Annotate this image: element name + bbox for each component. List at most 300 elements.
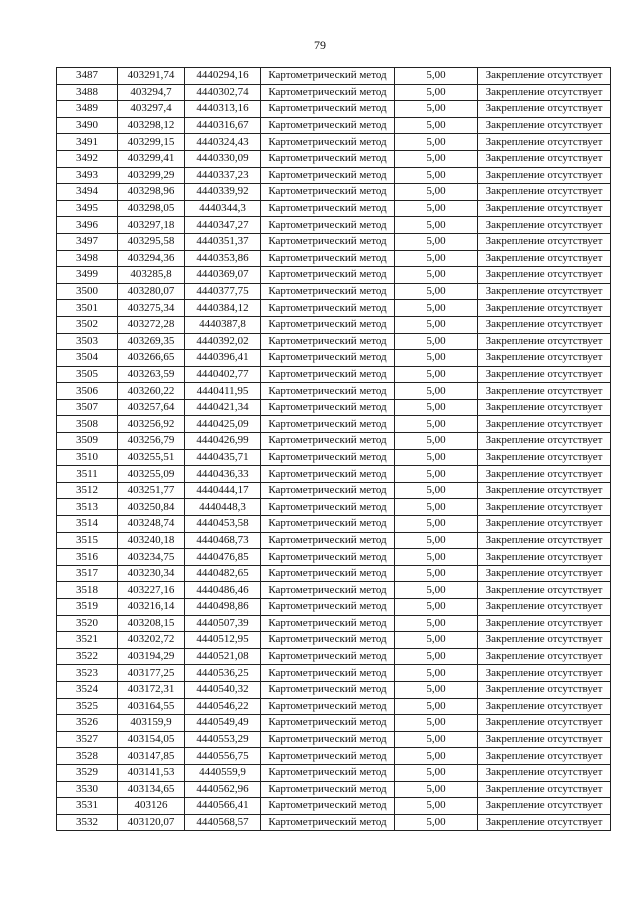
fixing-description-cell: Закрепление отсутствует [478, 516, 611, 533]
y-coordinate-cell: 4440411,95 [185, 383, 261, 400]
determination-method-cell: Картометрический метод [261, 350, 395, 367]
table-row [57, 731, 611, 748]
x-coordinate-cell: 403194,29 [118, 648, 185, 665]
table-row [57, 632, 611, 649]
point-number-cell: 3515 [57, 532, 118, 549]
fixing-description-cell: Закрепление отсутствует [478, 416, 611, 433]
table-row [57, 698, 611, 715]
x-coordinate-cell: 403159,9 [118, 715, 185, 732]
point-number-cell: 3499 [57, 267, 118, 284]
y-coordinate-cell: 4440426,99 [185, 433, 261, 450]
y-coordinate-cell: 4440507,39 [185, 615, 261, 632]
table-row [57, 101, 611, 118]
y-coordinate-cell: 4440553,29 [185, 731, 261, 748]
fixing-description-cell: Закрепление отсутствует [478, 150, 611, 167]
x-coordinate-cell: 403294,36 [118, 250, 185, 267]
y-coordinate-cell: 4440402,77 [185, 366, 261, 383]
coordinates-table-body [57, 68, 611, 831]
y-coordinate-cell: 4440324,43 [185, 134, 261, 151]
point-number-cell: 3530 [57, 781, 118, 798]
table-row [57, 648, 611, 665]
accuracy-value-cell: 5,00 [395, 200, 478, 217]
y-coordinate-cell: 4440313,16 [185, 101, 261, 118]
y-coordinate-cell: 4440421,34 [185, 399, 261, 416]
determination-method-cell: Картометрический метод [261, 366, 395, 383]
y-coordinate-cell: 4440435,71 [185, 449, 261, 466]
accuracy-value-cell: 5,00 [395, 516, 478, 533]
y-coordinate-cell: 4440425,09 [185, 416, 261, 433]
point-number-cell: 3495 [57, 200, 118, 217]
accuracy-value-cell: 5,00 [395, 499, 478, 516]
table-row [57, 781, 611, 798]
determination-method-cell: Картометрический метод [261, 333, 395, 350]
fixing-description-cell: Закрепление отсутствует [478, 101, 611, 118]
accuracy-value-cell: 5,00 [395, 300, 478, 317]
y-coordinate-cell: 4440546,22 [185, 698, 261, 715]
y-coordinate-cell: 4440549,49 [185, 715, 261, 732]
accuracy-value-cell: 5,00 [395, 117, 478, 134]
accuracy-value-cell: 5,00 [395, 648, 478, 665]
x-coordinate-cell: 403297,18 [118, 217, 185, 234]
point-number-cell: 3488 [57, 84, 118, 101]
table-row [57, 665, 611, 682]
y-coordinate-cell: 4440387,8 [185, 316, 261, 333]
point-number-cell: 3503 [57, 333, 118, 350]
fixing-description-cell: Закрепление отсутствует [478, 167, 611, 184]
x-coordinate-cell: 403208,15 [118, 615, 185, 632]
fixing-description-cell: Закрепление отсутствует [478, 681, 611, 698]
fixing-description-cell: Закрепление отсутствует [478, 798, 611, 815]
fixing-description-cell: Закрепление отсутствует [478, 599, 611, 616]
accuracy-value-cell: 5,00 [395, 383, 478, 400]
fixing-description-cell: Закрепление отсутствует [478, 433, 611, 450]
point-number-cell: 3525 [57, 698, 118, 715]
determination-method-cell: Картометрический метод [261, 565, 395, 582]
y-coordinate-cell: 4440353,86 [185, 250, 261, 267]
accuracy-value-cell: 5,00 [395, 233, 478, 250]
accuracy-value-cell: 5,00 [395, 101, 478, 118]
y-coordinate-cell: 4440330,09 [185, 150, 261, 167]
point-number-cell: 3508 [57, 416, 118, 433]
fixing-description-cell: Закрепление отсутствует [478, 316, 611, 333]
determination-method-cell: Картометрический метод [261, 681, 395, 698]
coordinates-table [56, 67, 611, 831]
fixing-description-cell: Закрепление отсутствует [478, 84, 611, 101]
table-row [57, 466, 611, 483]
table-row [57, 615, 611, 632]
determination-method-cell: Картометрический метод [261, 217, 395, 234]
fixing-description-cell: Закрепление отсутствует [478, 665, 611, 682]
determination-method-cell: Картометрический метод [261, 798, 395, 815]
determination-method-cell: Картометрический метод [261, 499, 395, 516]
x-coordinate-cell: 403172,31 [118, 681, 185, 698]
x-coordinate-cell: 403272,28 [118, 316, 185, 333]
x-coordinate-cell: 403230,34 [118, 565, 185, 582]
y-coordinate-cell: 4440396,41 [185, 350, 261, 367]
point-number-cell: 3521 [57, 632, 118, 649]
x-coordinate-cell: 403295,58 [118, 233, 185, 250]
determination-method-cell: Картометрический метод [261, 532, 395, 549]
y-coordinate-cell: 4440392,02 [185, 333, 261, 350]
point-number-cell: 3496 [57, 217, 118, 234]
determination-method-cell: Картометрический метод [261, 764, 395, 781]
y-coordinate-cell: 4440377,75 [185, 283, 261, 300]
point-number-cell: 3509 [57, 433, 118, 450]
determination-method-cell: Картометрический метод [261, 150, 395, 167]
accuracy-value-cell: 5,00 [395, 565, 478, 582]
accuracy-value-cell: 5,00 [395, 217, 478, 234]
x-coordinate-cell: 403275,34 [118, 300, 185, 317]
fixing-description-cell: Закрепление отсутствует [478, 449, 611, 466]
determination-method-cell: Картометрический метод [261, 300, 395, 317]
x-coordinate-cell: 403256,79 [118, 433, 185, 450]
table-row [57, 333, 611, 350]
x-coordinate-cell: 403266,65 [118, 350, 185, 367]
accuracy-value-cell: 5,00 [395, 267, 478, 284]
accuracy-value-cell: 5,00 [395, 68, 478, 85]
table-row [57, 516, 611, 533]
fixing-description-cell: Закрепление отсутствует [478, 532, 611, 549]
point-number-cell: 3511 [57, 466, 118, 483]
point-number-cell: 3497 [57, 233, 118, 250]
x-coordinate-cell: 403298,12 [118, 117, 185, 134]
x-coordinate-cell: 403269,35 [118, 333, 185, 350]
table-row [57, 582, 611, 599]
point-number-cell: 3504 [57, 350, 118, 367]
determination-method-cell: Картометрический метод [261, 283, 395, 300]
table-row [57, 549, 611, 566]
determination-method-cell: Картометрический метод [261, 117, 395, 134]
determination-method-cell: Картометрический метод [261, 233, 395, 250]
point-number-cell: 3531 [57, 798, 118, 815]
x-coordinate-cell: 403255,09 [118, 466, 185, 483]
point-number-cell: 3494 [57, 184, 118, 201]
fixing-description-cell: Закрепление отсутствует [478, 117, 611, 134]
y-coordinate-cell: 4440540,32 [185, 681, 261, 698]
fixing-description-cell: Закрепление отсутствует [478, 781, 611, 798]
point-number-cell: 3532 [57, 814, 118, 831]
fixing-description-cell: Закрепление отсутствует [478, 267, 611, 284]
determination-method-cell: Картометрический метод [261, 68, 395, 85]
point-number-cell: 3505 [57, 366, 118, 383]
y-coordinate-cell: 4440294,16 [185, 68, 261, 85]
table-row [57, 366, 611, 383]
determination-method-cell: Картометрический метод [261, 748, 395, 765]
table-row [57, 300, 611, 317]
x-coordinate-cell: 403141,53 [118, 764, 185, 781]
x-coordinate-cell: 403298,05 [118, 200, 185, 217]
y-coordinate-cell: 4440562,96 [185, 781, 261, 798]
accuracy-value-cell: 5,00 [395, 449, 478, 466]
point-number-cell: 3528 [57, 748, 118, 765]
x-coordinate-cell: 403240,18 [118, 532, 185, 549]
fixing-description-cell: Закрепление отсутствует [478, 283, 611, 300]
x-coordinate-cell: 403216,14 [118, 599, 185, 616]
table-row [57, 764, 611, 781]
table-row [57, 449, 611, 466]
fixing-description-cell: Закрепление отсутствует [478, 715, 611, 732]
fixing-description-cell: Закрепление отсутствует [478, 250, 611, 267]
accuracy-value-cell: 5,00 [395, 350, 478, 367]
determination-method-cell: Картометрический метод [261, 167, 395, 184]
determination-method-cell: Картометрический метод [261, 267, 395, 284]
table-row [57, 217, 611, 234]
point-number-cell: 3523 [57, 665, 118, 682]
accuracy-value-cell: 5,00 [395, 615, 478, 632]
accuracy-value-cell: 5,00 [395, 731, 478, 748]
table-row [57, 350, 611, 367]
fixing-description-cell: Закрепление отсутствует [478, 333, 611, 350]
fixing-description-cell: Закрепление отсутствует [478, 814, 611, 831]
table-row [57, 715, 611, 732]
accuracy-value-cell: 5,00 [395, 698, 478, 715]
y-coordinate-cell: 4440559,9 [185, 764, 261, 781]
point-number-cell: 3502 [57, 316, 118, 333]
fixing-description-cell: Закрепление отсутствует [478, 233, 611, 250]
x-coordinate-cell: 403134,65 [118, 781, 185, 798]
point-number-cell: 3498 [57, 250, 118, 267]
accuracy-value-cell: 5,00 [395, 366, 478, 383]
point-number-cell: 3518 [57, 582, 118, 599]
point-number-cell: 3519 [57, 599, 118, 616]
table-row [57, 499, 611, 516]
x-coordinate-cell: 403126 [118, 798, 185, 815]
table-row [57, 798, 611, 815]
x-coordinate-cell: 403299,15 [118, 134, 185, 151]
x-coordinate-cell: 403291,74 [118, 68, 185, 85]
accuracy-value-cell: 5,00 [395, 416, 478, 433]
fixing-description-cell: Закрепление отсутствует [478, 300, 611, 317]
accuracy-value-cell: 5,00 [395, 482, 478, 499]
y-coordinate-cell: 4440337,23 [185, 167, 261, 184]
accuracy-value-cell: 5,00 [395, 781, 478, 798]
x-coordinate-cell: 403248,74 [118, 516, 185, 533]
x-coordinate-cell: 403257,64 [118, 399, 185, 416]
accuracy-value-cell: 5,00 [395, 582, 478, 599]
accuracy-value-cell: 5,00 [395, 549, 478, 566]
determination-method-cell: Картометрический метод [261, 698, 395, 715]
accuracy-value-cell: 5,00 [395, 599, 478, 616]
y-coordinate-cell: 4440498,86 [185, 599, 261, 616]
determination-method-cell: Картометрический метод [261, 466, 395, 483]
y-coordinate-cell: 4440351,37 [185, 233, 261, 250]
fixing-description-cell: Закрепление отсутствует [478, 632, 611, 649]
fixing-description-cell: Закрепление отсутствует [478, 399, 611, 416]
point-number-cell: 3513 [57, 499, 118, 516]
point-number-cell: 3522 [57, 648, 118, 665]
point-number-cell: 3514 [57, 516, 118, 533]
determination-method-cell: Картометрический метод [261, 101, 395, 118]
accuracy-value-cell: 5,00 [395, 283, 478, 300]
point-number-cell: 3517 [57, 565, 118, 582]
determination-method-cell: Картометрический метод [261, 84, 395, 101]
accuracy-value-cell: 5,00 [395, 715, 478, 732]
fixing-description-cell: Закрепление отсутствует [478, 350, 611, 367]
table-row [57, 250, 611, 267]
point-number-cell: 3527 [57, 731, 118, 748]
table-row [57, 814, 611, 831]
determination-method-cell: Картометрический метод [261, 814, 395, 831]
determination-method-cell: Картометрический метод [261, 648, 395, 665]
accuracy-value-cell: 5,00 [395, 814, 478, 831]
determination-method-cell: Картометрический метод [261, 383, 395, 400]
accuracy-value-cell: 5,00 [395, 466, 478, 483]
y-coordinate-cell: 4440339,92 [185, 184, 261, 201]
x-coordinate-cell: 403299,29 [118, 167, 185, 184]
table-row [57, 134, 611, 151]
fixing-description-cell: Закрепление отсутствует [478, 466, 611, 483]
accuracy-value-cell: 5,00 [395, 399, 478, 416]
table-row [57, 150, 611, 167]
determination-method-cell: Картометрический метод [261, 615, 395, 632]
y-coordinate-cell: 4440453,58 [185, 516, 261, 533]
point-number-cell: 3512 [57, 482, 118, 499]
x-coordinate-cell: 403260,22 [118, 383, 185, 400]
y-coordinate-cell: 4440468,73 [185, 532, 261, 549]
fixing-description-cell: Закрепление отсутствует [478, 184, 611, 201]
table-row [57, 383, 611, 400]
x-coordinate-cell: 403299,41 [118, 150, 185, 167]
accuracy-value-cell: 5,00 [395, 532, 478, 549]
accuracy-value-cell: 5,00 [395, 764, 478, 781]
accuracy-value-cell: 5,00 [395, 250, 478, 267]
fixing-description-cell: Закрепление отсутствует [478, 482, 611, 499]
fixing-description-cell: Закрепление отсутствует [478, 748, 611, 765]
table-row [57, 565, 611, 582]
y-coordinate-cell: 4440512,95 [185, 632, 261, 649]
y-coordinate-cell: 4440344,3 [185, 200, 261, 217]
fixing-description-cell: Закрепление отсутствует [478, 68, 611, 85]
accuracy-value-cell: 5,00 [395, 748, 478, 765]
point-number-cell: 3510 [57, 449, 118, 466]
x-coordinate-cell: 403177,25 [118, 665, 185, 682]
point-number-cell: 3493 [57, 167, 118, 184]
page-number: 79 [314, 38, 326, 52]
point-number-cell: 3487 [57, 68, 118, 85]
determination-method-cell: Картометрический метод [261, 715, 395, 732]
determination-method-cell: Картометрический метод [261, 250, 395, 267]
accuracy-value-cell: 5,00 [395, 184, 478, 201]
determination-method-cell: Картометрический метод [261, 516, 395, 533]
table-row [57, 68, 611, 85]
y-coordinate-cell: 4440521,08 [185, 648, 261, 665]
fixing-description-cell: Закрепление отсутствует [478, 698, 611, 715]
table-row [57, 748, 611, 765]
determination-method-cell: Картометрический метод [261, 433, 395, 450]
point-number-cell: 3500 [57, 283, 118, 300]
y-coordinate-cell: 4440482,65 [185, 565, 261, 582]
accuracy-value-cell: 5,00 [395, 316, 478, 333]
fixing-description-cell: Закрепление отсутствует [478, 731, 611, 748]
determination-method-cell: Картометрический метод [261, 449, 395, 466]
fixing-description-cell: Закрепление отсутствует [478, 134, 611, 151]
accuracy-value-cell: 5,00 [395, 681, 478, 698]
accuracy-value-cell: 5,00 [395, 167, 478, 184]
table-row [57, 399, 611, 416]
fixing-description-cell: Закрепление отсутствует [478, 217, 611, 234]
y-coordinate-cell: 4440556,75 [185, 748, 261, 765]
table-row [57, 416, 611, 433]
point-number-cell: 3490 [57, 117, 118, 134]
table-row [57, 200, 611, 217]
x-coordinate-cell: 403234,75 [118, 549, 185, 566]
table-row [57, 167, 611, 184]
accuracy-value-cell: 5,00 [395, 333, 478, 350]
point-number-cell: 3524 [57, 681, 118, 698]
x-coordinate-cell: 403120,07 [118, 814, 185, 831]
y-coordinate-cell: 4440347,27 [185, 217, 261, 234]
y-coordinate-cell: 4440384,12 [185, 300, 261, 317]
point-number-cell: 3489 [57, 101, 118, 118]
accuracy-value-cell: 5,00 [395, 433, 478, 450]
table-row [57, 267, 611, 284]
accuracy-value-cell: 5,00 [395, 84, 478, 101]
y-coordinate-cell: 4440476,85 [185, 549, 261, 566]
y-coordinate-cell: 4440302,74 [185, 84, 261, 101]
y-coordinate-cell: 4440536,25 [185, 665, 261, 682]
table-row [57, 532, 611, 549]
fixing-description-cell: Закрепление отсутствует [478, 200, 611, 217]
determination-method-cell: Картометрический метод [261, 632, 395, 649]
determination-method-cell: Картометрический метод [261, 599, 395, 616]
determination-method-cell: Картометрический метод [261, 482, 395, 499]
x-coordinate-cell: 403164,55 [118, 698, 185, 715]
table-row [57, 184, 611, 201]
point-number-cell: 3491 [57, 134, 118, 151]
fixing-description-cell: Закрепление отсутствует [478, 549, 611, 566]
fixing-description-cell: Закрепление отсутствует [478, 366, 611, 383]
y-coordinate-cell: 4440444,17 [185, 482, 261, 499]
determination-method-cell: Картометрический метод [261, 731, 395, 748]
table-row [57, 283, 611, 300]
x-coordinate-cell: 403147,85 [118, 748, 185, 765]
determination-method-cell: Картометрический метод [261, 781, 395, 798]
point-number-cell: 3526 [57, 715, 118, 732]
fixing-description-cell: Закрепление отсутствует [478, 565, 611, 582]
determination-method-cell: Картометрический метод [261, 665, 395, 682]
table-row [57, 316, 611, 333]
table-row [57, 599, 611, 616]
fixing-description-cell: Закрепление отсутствует [478, 582, 611, 599]
table-row [57, 117, 611, 134]
table-row [57, 482, 611, 499]
y-coordinate-cell: 4440486,46 [185, 582, 261, 599]
y-coordinate-cell: 4440448,3 [185, 499, 261, 516]
x-coordinate-cell: 403294,7 [118, 84, 185, 101]
fixing-description-cell: Закрепление отсутствует [478, 648, 611, 665]
point-number-cell: 3516 [57, 549, 118, 566]
point-number-cell: 3520 [57, 615, 118, 632]
x-coordinate-cell: 403280,07 [118, 283, 185, 300]
accuracy-value-cell: 5,00 [395, 134, 478, 151]
point-number-cell: 3501 [57, 300, 118, 317]
x-coordinate-cell: 403255,51 [118, 449, 185, 466]
determination-method-cell: Картометрический метод [261, 200, 395, 217]
accuracy-value-cell: 5,00 [395, 665, 478, 682]
fixing-description-cell: Закрепление отсутствует [478, 499, 611, 516]
point-number-cell: 3506 [57, 383, 118, 400]
table-row [57, 84, 611, 101]
determination-method-cell: Картометрический метод [261, 134, 395, 151]
determination-method-cell: Картометрический метод [261, 416, 395, 433]
point-number-cell: 3492 [57, 150, 118, 167]
x-coordinate-cell: 403285,8 [118, 267, 185, 284]
fixing-description-cell: Закрепление отсутствует [478, 383, 611, 400]
table-row [57, 233, 611, 250]
x-coordinate-cell: 403154,05 [118, 731, 185, 748]
x-coordinate-cell: 403263,59 [118, 366, 185, 383]
y-coordinate-cell: 4440369,07 [185, 267, 261, 284]
